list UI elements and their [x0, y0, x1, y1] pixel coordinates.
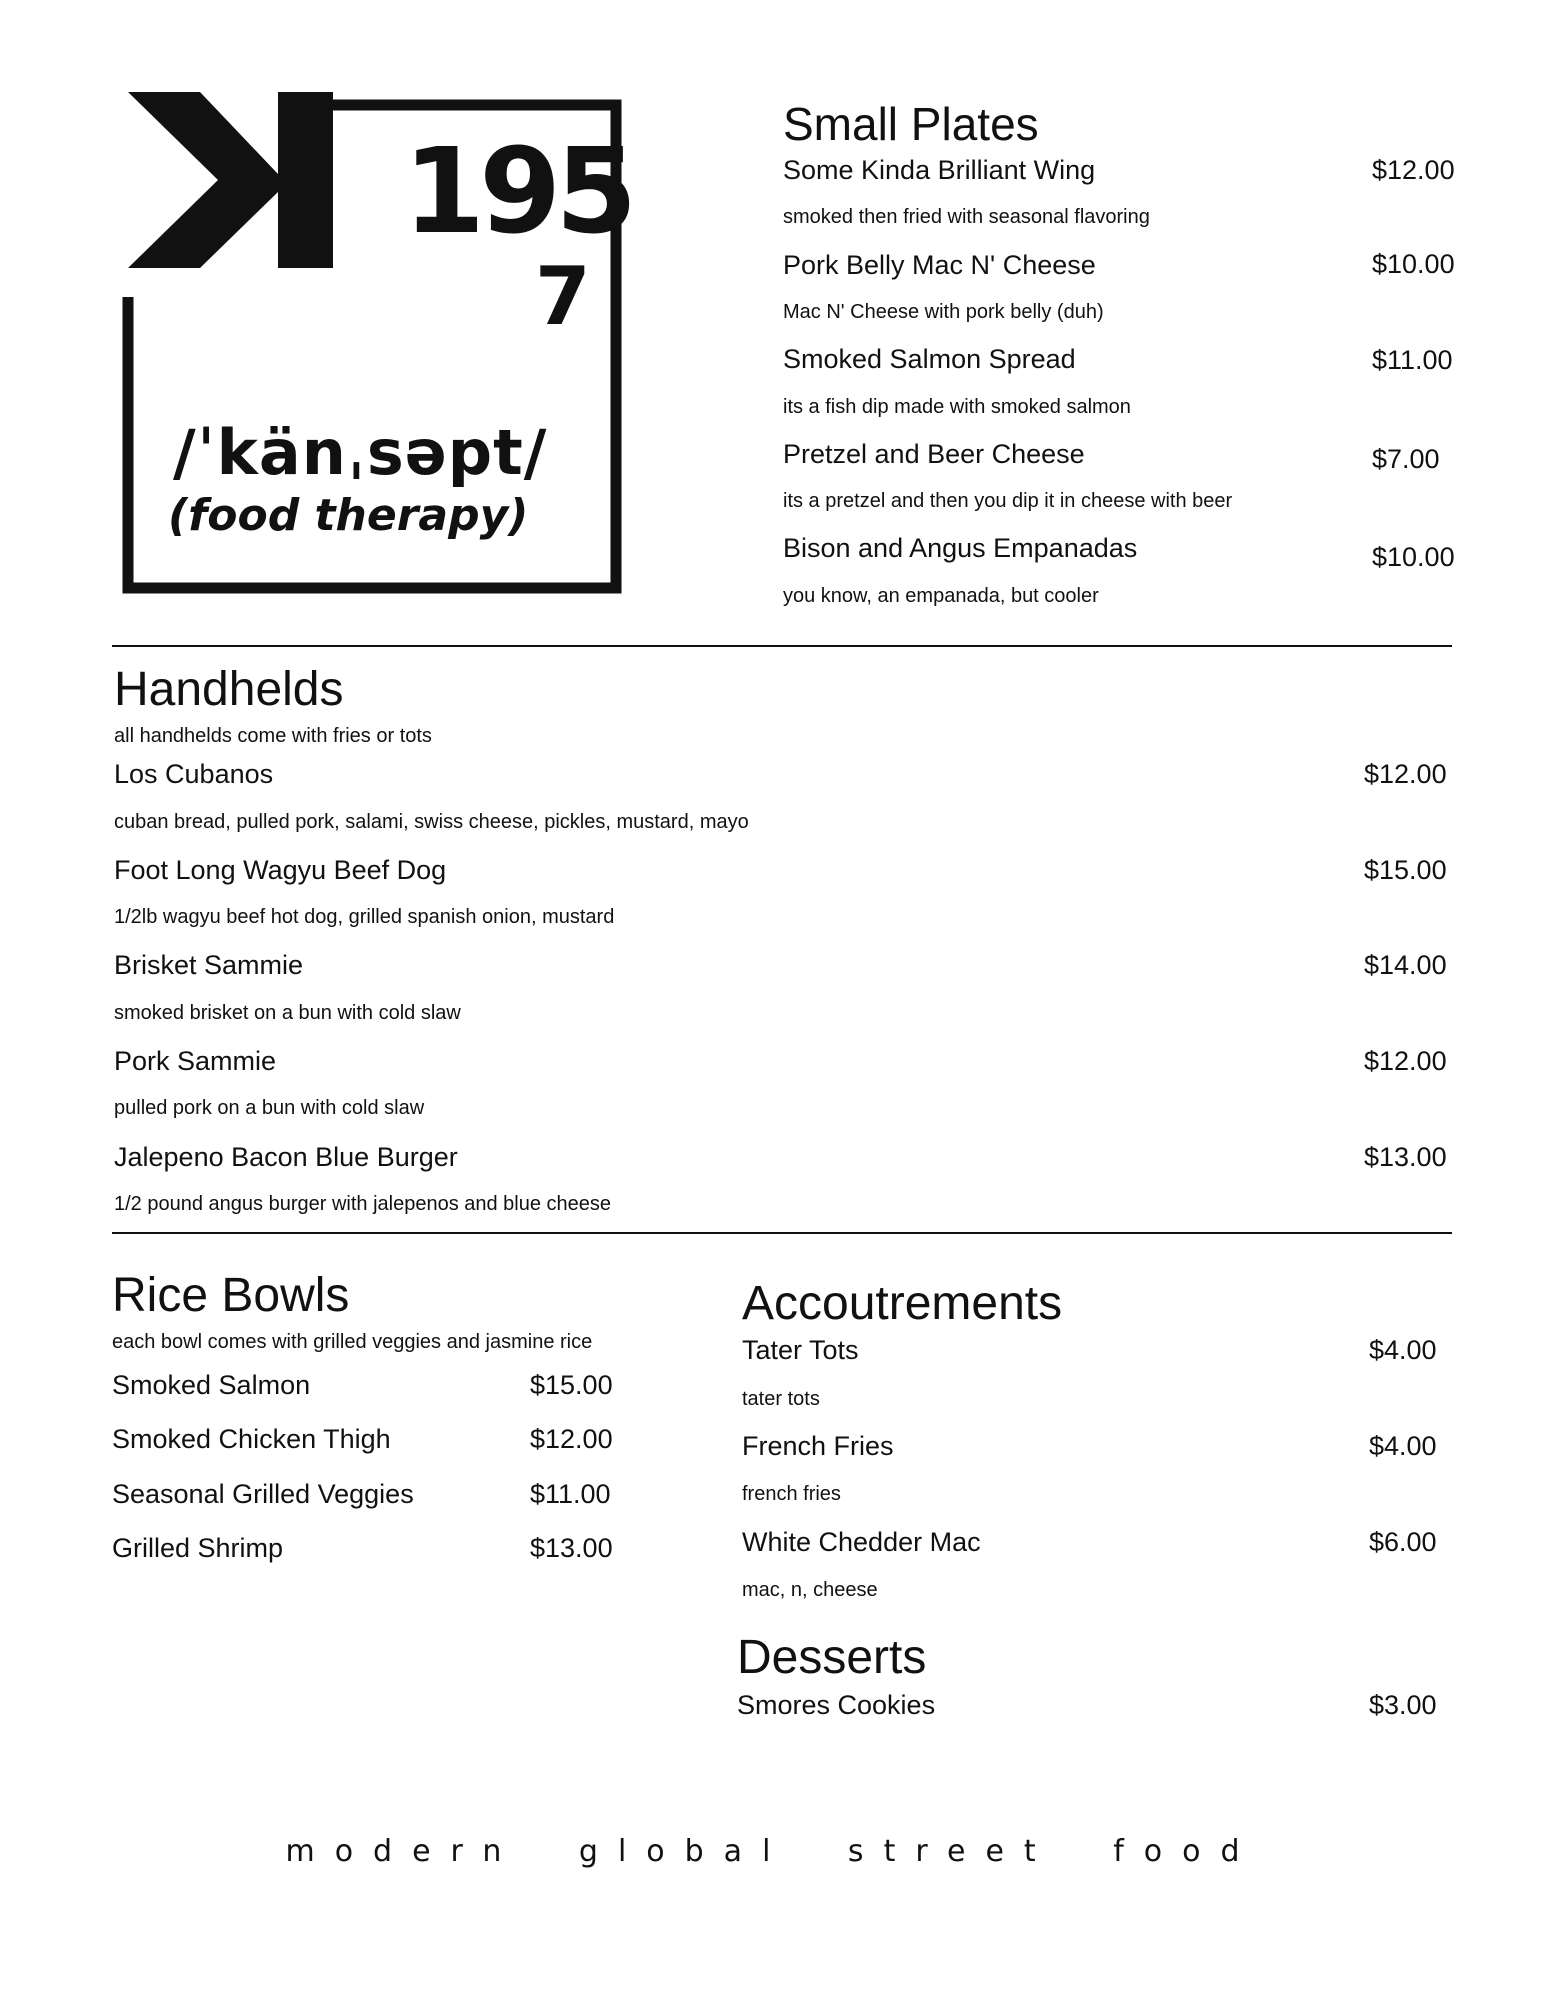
item-price: $13.00 — [530, 1533, 613, 1563]
logo-tagline: (food therapy) — [168, 490, 529, 541]
logo-phonetic: /ˈkänˌsəpt/ — [173, 416, 548, 489]
logo-number-top: 195 — [403, 122, 632, 260]
item-description: you know, an empanada, but cooler — [783, 585, 1099, 607]
rice-bowls-title: Rice Bowls — [112, 1269, 350, 1322]
item-name: Pork Sammie — [114, 1046, 277, 1076]
item-price: $11.00 — [1372, 345, 1453, 375]
item-description: cuban bread, pulled pork, salami, swiss cheese, pickles, mustard, mayo — [114, 811, 749, 833]
item-name: Foot Long Wagyu Beef Dog — [114, 855, 447, 885]
item-name: Jalepeno Bacon Blue Burger — [114, 1142, 458, 1172]
restaurant-logo — [118, 92, 638, 602]
item-price: $13.00 — [1364, 1142, 1447, 1172]
section-divider — [112, 1232, 1452, 1234]
item-name: Pork Belly Mac N' Cheese — [783, 250, 1096, 280]
item-description: pulled pork on a bun with cold slaw — [114, 1097, 425, 1119]
k-glyph — [278, 92, 333, 268]
item-name: Some Kinda Brilliant Wing — [783, 155, 1096, 185]
item-price: $10.00 — [1372, 249, 1455, 279]
item-price: $12.00 — [1364, 1046, 1447, 1076]
item-name: Smoked Salmon Spread — [783, 344, 1076, 374]
logo-number-bottom: 7 — [535, 250, 591, 343]
footer-tagline: modern global street food — [285, 1834, 1260, 1869]
item-name: French Fries — [742, 1431, 894, 1461]
item-name: Smoked Chicken Thigh — [112, 1424, 391, 1454]
small-plates-title: Small Plates — [783, 98, 1039, 150]
item-description: its a fish dip made with smoked salmon — [783, 396, 1131, 418]
item-name: Los Cubanos — [114, 759, 274, 789]
item-name: Smores Cookies — [737, 1690, 936, 1720]
desserts-title: Desserts — [737, 1631, 927, 1684]
handhelds-title: Handhelds — [114, 663, 344, 716]
item-description: mac, n, cheese — [742, 1579, 878, 1601]
item-name: Pretzel and Beer Cheese — [783, 439, 1085, 469]
item-name: White Chedder Mac — [742, 1527, 981, 1557]
accoutrements-title: Accoutrements — [742, 1277, 1063, 1330]
item-price: $10.00 — [1372, 542, 1455, 572]
item-description: Mac N' Cheese with pork belly (duh) — [783, 301, 1104, 323]
item-price: $6.00 — [1369, 1527, 1437, 1557]
item-name: Tater Tots — [742, 1335, 859, 1365]
item-description: 1/2 pound angus burger with jalepenos and blue cheese — [114, 1193, 612, 1215]
item-price: $12.00 — [1364, 759, 1447, 789]
item-price: $12.00 — [1372, 155, 1455, 185]
item-description: tater tots — [742, 1388, 820, 1410]
item-description: smoked brisket on a bun with cold slaw — [114, 1002, 461, 1024]
item-name: Smoked Salmon — [112, 1370, 311, 1400]
handhelds-note: all handhelds come with fries or tots — [114, 725, 432, 747]
item-name: Seasonal Grilled Veggies — [112, 1479, 414, 1509]
item-price: $11.00 — [530, 1479, 611, 1509]
rice-bowls-note: each bowl comes with grilled veggies and jasmine rice — [112, 1331, 593, 1353]
item-name: Bison and Angus Empanadas — [783, 533, 1138, 563]
section-divider — [112, 645, 1452, 647]
item-description: smoked then fried with seasonal flavoring — [783, 206, 1150, 228]
item-price: $14.00 — [1364, 950, 1447, 980]
item-price: $4.00 — [1369, 1335, 1437, 1365]
item-price: $15.00 — [1364, 855, 1447, 885]
item-price: $3.00 — [1369, 1690, 1437, 1720]
item-description: 1/2lb wagyu beef hot dog, grilled spanish onion, mustard — [114, 906, 615, 928]
item-name: Brisket Sammie — [114, 950, 304, 980]
item-price: $4.00 — [1369, 1431, 1437, 1461]
item-name: Grilled Shrimp — [112, 1533, 284, 1563]
item-price: $7.00 — [1372, 444, 1440, 474]
item-price: $15.00 — [530, 1370, 613, 1400]
item-description: french fries — [742, 1483, 841, 1505]
item-price: $12.00 — [530, 1424, 613, 1454]
item-description: its a pretzel and then you dip it in cheese with beer — [783, 490, 1233, 512]
